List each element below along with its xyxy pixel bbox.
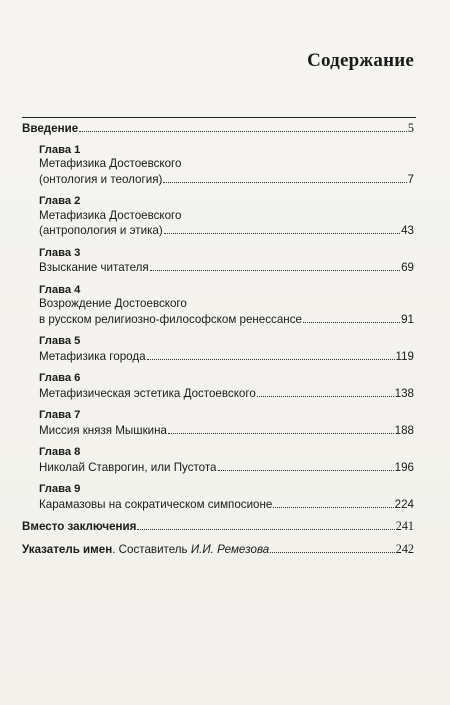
toc-page-number: 224 — [394, 497, 414, 511]
toc-page-number: 91 — [401, 312, 414, 326]
chapter-title-line: Миссия князя Мышкина — [39, 423, 167, 437]
table-of-contents — [22, 121, 414, 557]
chapter-label: Глава 8 — [39, 446, 81, 458]
chapter-label: Глава 5 — [39, 335, 81, 347]
toc-entry-chapter-4[interactable] — [22, 283, 414, 328]
leader-dots — [147, 349, 395, 360]
chapter-title-line: (антропология и этика) — [39, 224, 163, 237]
leader-dots — [270, 542, 395, 553]
chapter-list — [22, 143, 414, 513]
toc-entry-chapter-2[interactable] — [22, 194, 414, 239]
toc-entry-index[interactable] — [22, 542, 414, 558]
chapter-title-line: в русском религиозно-философском ренессансе — [39, 312, 302, 326]
leader-dots — [163, 172, 406, 183]
toc-page-number: 43 — [401, 224, 414, 237]
toc-page-number: 138 — [394, 386, 414, 400]
chapter-title-line: Николай Ставрогин, или Пустота — [39, 460, 217, 474]
toc-page-number: 241 — [395, 519, 414, 533]
leader-dots — [137, 519, 394, 530]
toc-entry-label: Введение — [22, 122, 79, 135]
toc-entry-label: Указатель имен — [22, 542, 113, 556]
toc-page-number: 188 — [394, 423, 414, 437]
chapter-title-line: Метафизика города — [39, 349, 146, 363]
chapter-label: Глава 1 — [39, 143, 81, 156]
toc-page-number: 5 — [407, 121, 414, 135]
toc-entry-suffix: . Составитель — [112, 542, 191, 556]
toc-page-number: 242 — [395, 541, 414, 556]
chapter-label: Глава 7 — [39, 409, 81, 421]
chapter-title-line: Возрождение Достоевского — [39, 297, 187, 310]
chapter-label: Глава 4 — [39, 283, 81, 296]
leader-dots — [164, 223, 400, 234]
chapter-title-line: Карамазовы на сократическом симпосионе — [39, 497, 273, 511]
chapter-title-line: Метафизическая эстетика Достоевского — [39, 386, 256, 400]
toc-entry-chapter-8[interactable] — [22, 445, 414, 475]
chapter-title-line: Метафизика Достоевского — [39, 157, 182, 170]
toc-entry-chapter-1[interactable] — [22, 143, 414, 188]
chapter-label: Глава 9 — [39, 483, 81, 495]
leader-dots — [218, 460, 394, 471]
chapter-title-line: Взыскание читателя — [39, 261, 149, 274]
leader-dots — [168, 423, 394, 434]
leader-dots — [79, 121, 407, 132]
leader-dots — [257, 386, 394, 397]
page-title: Содержание — [307, 50, 414, 71]
toc-entry-chapter-6[interactable] — [22, 371, 414, 401]
leader-dots — [303, 312, 400, 323]
chapter-label: Глава 3 — [39, 246, 81, 259]
toc-page-number: 119 — [395, 349, 414, 363]
toc-page-number: 69 — [401, 261, 414, 274]
toc-entry-intro[interactable] — [22, 121, 414, 137]
title-rule — [22, 117, 416, 118]
toc-entry-compiler: И.И. Ремезова — [190, 542, 270, 556]
toc-entry-chapter-9[interactable] — [22, 482, 414, 512]
leader-dots — [150, 260, 400, 271]
toc-entry-label: Вместо заключения — [22, 520, 137, 533]
toc-page-number: 7 — [407, 172, 414, 186]
toc-entry-chapter-7[interactable] — [22, 408, 414, 438]
toc-entry-chapter-3[interactable] — [22, 246, 414, 276]
leader-dots — [273, 497, 393, 508]
toc-page-number: 196 — [394, 460, 414, 474]
chapter-label: Глава 6 — [39, 372, 81, 384]
chapter-title-line: (онтология и теология) — [39, 172, 163, 186]
chapter-title-line: Метафизика Достоевского — [39, 208, 182, 222]
toc-entry-conclusion[interactable] — [22, 519, 414, 535]
toc-entry-chapter-5[interactable] — [22, 334, 414, 364]
chapter-label: Глава 2 — [39, 195, 81, 207]
